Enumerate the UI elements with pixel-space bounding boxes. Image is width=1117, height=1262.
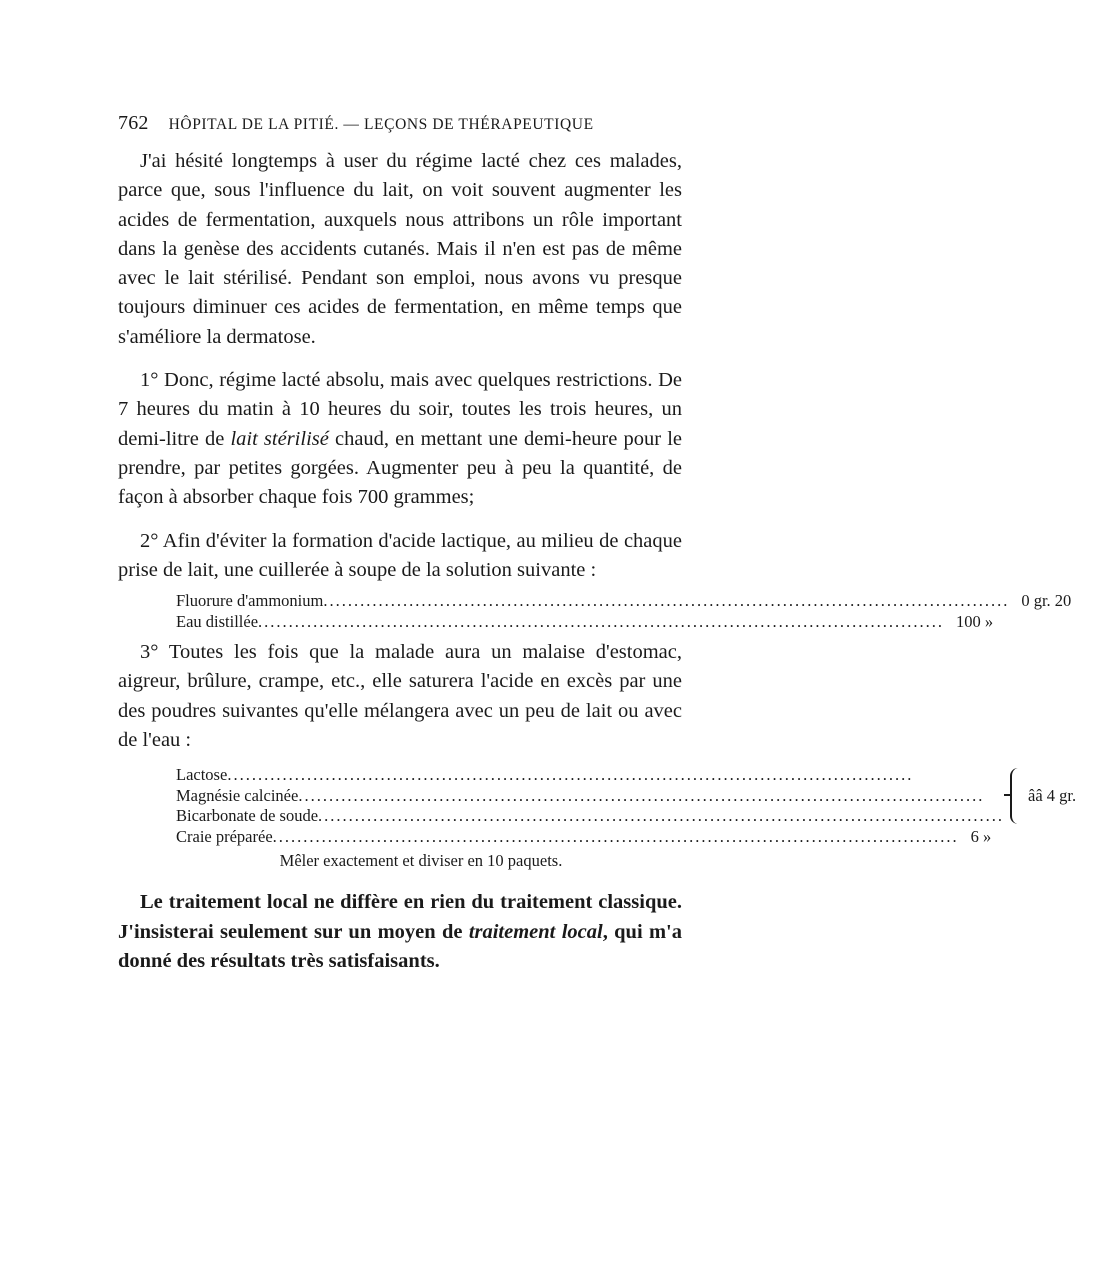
prescription-row <box>176 786 1004 807</box>
item-1-emphasis: lait stérilisé <box>230 427 329 450</box>
ingredient-name: Lactose <box>176 765 228 785</box>
leader-dots <box>273 827 959 848</box>
conclusion-text-after: , qui m'a donné des résultats très satisfaisants. <box>118 920 682 972</box>
preparation-instruction: Mêler exactement et diviser en 10 paquets. <box>279 851 563 871</box>
page-number: 762 <box>118 112 149 134</box>
ingredient-dose: 0 gr. 20 <box>1021 591 1072 611</box>
prescription-2 <box>176 765 1077 872</box>
item-1-paragraph <box>118 366 682 512</box>
prescription-1 <box>176 591 1072 632</box>
prescription-row <box>176 591 1072 612</box>
intro-paragraph: J'ai hésité longtemps à user du régime lacté chez ces malades, parce que, sous l'influence du lait, on voit souvent augmenter les acides de fermentation, auxquels nous attribons un rôle important dans la genèse des accidents cutanés. Mais il n'en est pas de même avec le lait stérilisé. Pendant son emploi, nous avons vu presque toujours diminuer ces acides de fermentation, en même temps que s'améliore la dermatose. <box>118 150 682 348</box>
prescription-row <box>176 611 994 633</box>
item-1-text-after: chaud, en mettant une demi-heure pour le prendre, par petites gorgées. Augmenter peu à peu la quantité, de façon à absorber chaque fois 700 grammes; <box>118 427 682 509</box>
item-1-text-before: 1° Donc, régime lacté absolu, mais avec quelques restrictions. De 7 heures du matin à 10 heures du soir, toutes les trois heures, un demi-litre de <box>118 369 682 450</box>
ingredient-dose: 6 » <box>970 826 992 846</box>
conclusion-paragraph <box>118 888 682 976</box>
prescription-row <box>176 765 1004 786</box>
running-title: HÔPITAL DE LA PITIÉ. — LEÇONS DE THÉRAPEUTIQUE <box>168 116 594 133</box>
prescription-row <box>176 806 1004 827</box>
conclusion-emphasis: traitement local <box>468 920 603 943</box>
prescription-row <box>176 826 992 848</box>
leader-dots <box>318 806 1004 827</box>
item-3-paragraph: 3° Toutes les fois que la malade aura un malaise d'estomac, aigreur, brûlure, crampe, etc., elle saturera l'acide en excès par une des poudres suivantes qu'elle mélangera avec un peu de lait ou avec de l'eau : <box>118 641 682 752</box>
grouped-ingredients <box>176 765 1004 827</box>
conclusion-text-before: Le traitement local ne diffère en rien du traitement classique. J'insisterai seulement sur un moyen de <box>118 891 682 943</box>
leader-dots <box>323 591 1009 612</box>
document-page <box>118 112 1077 976</box>
running-header <box>118 112 682 135</box>
ingredient-name: Bicarbonate de soude <box>176 806 319 826</box>
ingredient-name: Eau distillée <box>176 611 259 631</box>
ingredient-name: Magnésie calcinée <box>176 785 299 805</box>
prescription-group <box>176 765 1077 827</box>
grouped-dose: ââ 4 gr. <box>1028 785 1077 805</box>
leader-dots <box>298 786 1004 807</box>
leader-dots <box>258 612 944 633</box>
ingredient-dose: 100 » <box>956 611 994 631</box>
ingredient-name: Craie préparée <box>176 826 273 846</box>
right-brace <box>1010 768 1024 824</box>
ingredient-name: Fluorure d'ammonium <box>176 591 324 611</box>
leader-dots <box>227 765 1004 786</box>
item-2-paragraph: 2° Afin d'éviter la formation d'acide lactique, au milieu de chaque prise de lait, une cuillerée à soupe de la solution suivante : <box>118 529 682 581</box>
